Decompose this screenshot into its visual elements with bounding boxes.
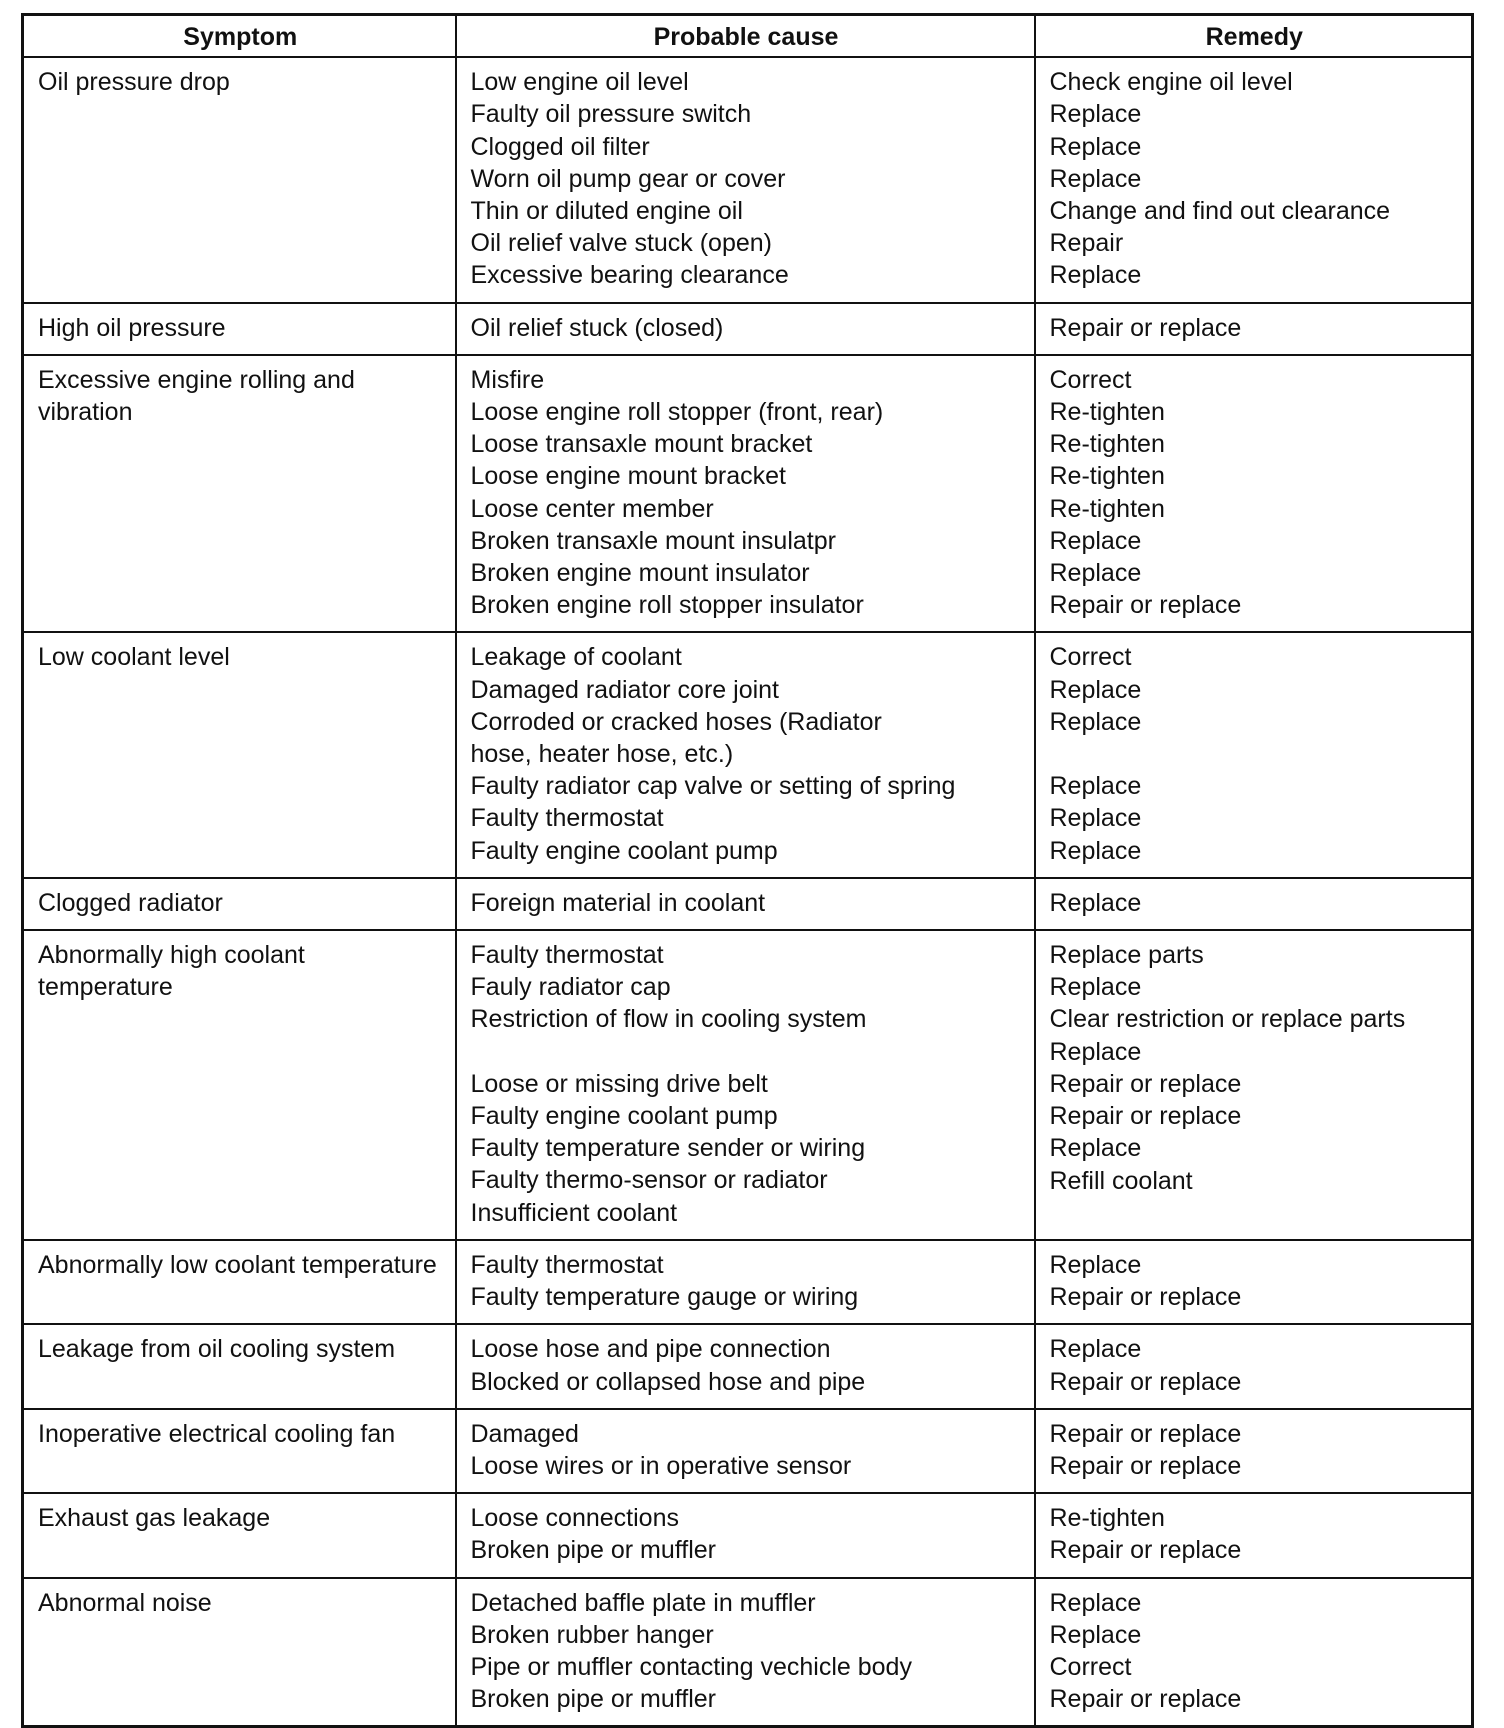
symptom-text: Abnormally high coolant temperature bbox=[38, 941, 305, 1002]
cause-line: Loose engine mount bracket bbox=[470, 462, 786, 491]
remedy-cell bbox=[1035, 1578, 1473, 1727]
remedy-line: Replace bbox=[1049, 559, 1142, 588]
probable-cause-cell bbox=[456, 1409, 1035, 1493]
probable-cause-cell bbox=[456, 303, 1035, 355]
table-row bbox=[23, 303, 1473, 355]
table-row bbox=[23, 1324, 1473, 1408]
probable-cause-cell bbox=[456, 57, 1035, 302]
remedy-line: Re-tighten bbox=[1049, 398, 1165, 427]
symptom-text: Abnormal noise bbox=[38, 1588, 212, 1617]
cause-line: Loose engine roll stopper (front, rear) bbox=[470, 398, 884, 427]
remedy-line: Replace bbox=[1049, 526, 1142, 555]
remedy-cell bbox=[1035, 303, 1473, 355]
probable-cause-cell bbox=[456, 632, 1035, 877]
header-probable-cause: Probable cause bbox=[456, 15, 1035, 58]
cause-line: Loose transaxle mount bracket bbox=[470, 430, 813, 459]
remedy-line: Repair or replace bbox=[1049, 591, 1242, 620]
cause-line: Oil relief stuck (closed) bbox=[470, 313, 724, 342]
remedy-line: Replace bbox=[1049, 1037, 1142, 1066]
cause-line: Broken rubber hanger bbox=[470, 1620, 714, 1649]
cause-line: Faulty engine coolant pump bbox=[470, 836, 778, 865]
remedy-cell bbox=[1035, 632, 1473, 877]
table-row bbox=[23, 632, 1473, 877]
remedy-line bbox=[1050, 738, 1460, 770]
remedy-cell bbox=[1035, 930, 1473, 1240]
remedy-line: Repair or replace bbox=[1049, 1536, 1242, 1565]
cause-line: Broken pipe or muffler bbox=[470, 1685, 716, 1714]
remedy-line: Replace bbox=[1049, 261, 1142, 290]
symptom-text: Clogged radiator bbox=[38, 888, 223, 917]
remedy-line: Repair or replace bbox=[1049, 313, 1242, 342]
symptom-cell bbox=[23, 1578, 456, 1727]
cause-line: Loose wires or in operative sensor bbox=[470, 1451, 852, 1480]
cause-line: Clogged oil filter bbox=[470, 132, 650, 161]
probable-cause-cell bbox=[456, 930, 1035, 1240]
cause-line: Corroded or cracked hoses (Radiator bbox=[470, 707, 882, 736]
header-row bbox=[23, 15, 1473, 58]
remedy-cell bbox=[1035, 355, 1473, 633]
cause-line: Leakage of coolant bbox=[470, 643, 682, 672]
remedy-cell bbox=[1035, 1324, 1473, 1408]
cause-line: Fauly radiator cap bbox=[470, 973, 671, 1002]
cause-line: Faulty temperature sender or wiring bbox=[470, 1134, 866, 1163]
symptom-text: Leakage from oil cooling system bbox=[38, 1335, 396, 1364]
cause-line: Oil relief valve stuck (open) bbox=[470, 229, 773, 258]
table-row bbox=[23, 1493, 1473, 1577]
cause-line: Faulty oil pressure switch bbox=[470, 100, 752, 129]
remedy-line: Repair or replace bbox=[1049, 1451, 1242, 1480]
symptom-cell bbox=[23, 1240, 456, 1324]
cause-line: Low engine oil level bbox=[470, 68, 689, 97]
cause-line: hose, heater hose, etc.) bbox=[470, 740, 734, 769]
remedy-line: Replace bbox=[1049, 772, 1142, 801]
remedy-line: Repair or replace bbox=[1049, 1367, 1242, 1396]
remedy-line: Repair or replace bbox=[1049, 1102, 1242, 1131]
cause-line: Damaged bbox=[470, 1419, 579, 1448]
cause-line: Faulty radiator cap valve or setting of spring bbox=[470, 772, 956, 801]
remedy-line: Replace bbox=[1049, 132, 1142, 161]
remedy-line: Correct bbox=[1049, 643, 1132, 672]
cause-line: Pipe or muffler contacting vechicle body bbox=[470, 1652, 912, 1681]
remedy-line: Replace bbox=[1049, 675, 1142, 704]
cause-line: Foreign material in coolant bbox=[470, 888, 766, 917]
cause-line: Thin or diluted engine oil bbox=[470, 197, 743, 226]
remedy-line: Check engine oil level bbox=[1049, 68, 1293, 97]
cause-line: Detached baffle plate in muffler bbox=[470, 1588, 816, 1617]
remedy-line: Refill coolant bbox=[1049, 1166, 1193, 1195]
cause-line: Loose connections bbox=[470, 1504, 679, 1533]
cause-line: Excessive bearing clearance bbox=[470, 261, 789, 290]
cause-line: Broken transaxle mount insulatpr bbox=[470, 526, 836, 555]
remedy-line: Replace bbox=[1049, 1588, 1142, 1617]
remedy-line: Re-tighten bbox=[1049, 430, 1165, 459]
symptom-cell bbox=[23, 303, 456, 355]
cause-line: Blocked or collapsed hose and pipe bbox=[470, 1367, 866, 1396]
cause-line: Broken engine mount insulator bbox=[470, 559, 810, 588]
remedy-line: Replace bbox=[1049, 888, 1142, 917]
remedy-line: Replace bbox=[1049, 973, 1142, 1002]
cause-line: Broken pipe or muffler bbox=[470, 1536, 716, 1565]
remedy-line: Correct bbox=[1049, 1652, 1132, 1681]
header-remedy: Remedy bbox=[1035, 15, 1473, 58]
symptom-text: Abnormally low coolant temperature bbox=[38, 1250, 437, 1279]
cause-line: Faulty thermo-sensor or radiator bbox=[470, 1166, 828, 1195]
remedy-line: Correct bbox=[1049, 365, 1132, 394]
remedy-line: Replace bbox=[1049, 164, 1142, 193]
troubleshooting-table bbox=[21, 13, 1474, 1728]
probable-cause-cell bbox=[456, 1240, 1035, 1324]
symptom-cell bbox=[23, 57, 456, 302]
symptom-cell bbox=[23, 355, 456, 633]
remedy-line: Re-tighten bbox=[1049, 462, 1165, 491]
remedy-cell bbox=[1035, 1409, 1473, 1493]
remedy-cell bbox=[1035, 1493, 1473, 1577]
table-row bbox=[23, 1578, 1473, 1727]
remedy-line: Replace bbox=[1049, 836, 1142, 865]
symptom-cell bbox=[23, 878, 456, 930]
symptom-text: Excessive engine rolling and vibration bbox=[38, 365, 355, 427]
symptom-cell bbox=[23, 1493, 456, 1577]
probable-cause-cell bbox=[456, 878, 1035, 930]
remedy-line: Replace bbox=[1049, 1620, 1142, 1649]
cause-line: Faulty thermostat bbox=[470, 804, 664, 833]
remedy-line: Clear restriction or replace parts bbox=[1049, 1005, 1406, 1034]
probable-cause-cell bbox=[456, 1578, 1035, 1727]
remedy-line: Replace bbox=[1049, 707, 1142, 736]
remedy-line: Replace bbox=[1049, 804, 1142, 833]
table-row bbox=[23, 878, 1473, 930]
remedy-line: Replace parts bbox=[1049, 941, 1204, 970]
header-symptom: Symptom bbox=[23, 15, 456, 58]
symptom-cell bbox=[23, 632, 456, 877]
cause-line: Loose or missing drive belt bbox=[470, 1069, 768, 1098]
probable-cause-cell bbox=[456, 355, 1035, 633]
symptom-text: Oil pressure drop bbox=[38, 68, 230, 97]
cause-line: Faulty temperature gauge or wiring bbox=[470, 1283, 859, 1312]
table-body bbox=[23, 57, 1473, 1727]
table-row bbox=[23, 355, 1473, 633]
remedy-line: Replace bbox=[1049, 1250, 1142, 1279]
remedy-line: Replace bbox=[1049, 1134, 1142, 1163]
remedy-line: Re-tighten bbox=[1049, 494, 1165, 523]
symptom-cell bbox=[23, 1409, 456, 1493]
symptom-text: Low coolant level bbox=[38, 643, 230, 672]
cause-line: Insufficient coolant bbox=[470, 1198, 678, 1227]
cause-line: Loose hose and pipe connection bbox=[470, 1335, 831, 1364]
remedy-line: Re-tighten bbox=[1049, 1504, 1165, 1533]
symptom-cell bbox=[23, 1324, 456, 1408]
remedy-line: Repair or replace bbox=[1049, 1419, 1242, 1448]
probable-cause-cell bbox=[456, 1493, 1035, 1577]
remedy-cell bbox=[1035, 57, 1473, 302]
cause-line: Misfire bbox=[470, 365, 545, 394]
cause-line: Broken engine roll stopper insulator bbox=[470, 591, 864, 620]
remedy-line: Change and find out clearance bbox=[1049, 197, 1391, 226]
remedy-cell bbox=[1035, 878, 1473, 930]
remedy-line: Replace bbox=[1049, 100, 1142, 129]
table-row bbox=[23, 57, 1473, 302]
cause-line bbox=[471, 1036, 1022, 1068]
remedy-cell bbox=[1035, 1240, 1473, 1324]
remedy-line: Repair or replace bbox=[1049, 1069, 1242, 1098]
symptom-text: Exhaust gas leakage bbox=[38, 1504, 271, 1533]
remedy-line: Repair bbox=[1049, 229, 1124, 258]
symptom-text: Inoperative electrical cooling fan bbox=[38, 1419, 396, 1448]
cause-line: Worn oil pump gear or cover bbox=[470, 164, 786, 193]
remedy-line: Repair or replace bbox=[1049, 1283, 1242, 1312]
cause-line: Restriction of flow in cooling system bbox=[470, 1005, 867, 1034]
remedy-line: Repair or replace bbox=[1049, 1685, 1242, 1714]
symptom-cell bbox=[23, 930, 456, 1240]
cause-line: Loose center member bbox=[470, 494, 714, 523]
cause-line: Faulty thermostat bbox=[470, 1250, 664, 1279]
remedy-line: Replace bbox=[1049, 1335, 1142, 1364]
table-row bbox=[23, 930, 1473, 1240]
probable-cause-cell bbox=[456, 1324, 1035, 1408]
table-row bbox=[23, 1240, 1473, 1324]
symptom-text: High oil pressure bbox=[38, 313, 226, 342]
table-row bbox=[23, 1409, 1473, 1493]
cause-line: Damaged radiator core joint bbox=[470, 675, 779, 704]
cause-line: Faulty thermostat bbox=[470, 941, 664, 970]
cause-line: Faulty engine coolant pump bbox=[470, 1102, 778, 1131]
